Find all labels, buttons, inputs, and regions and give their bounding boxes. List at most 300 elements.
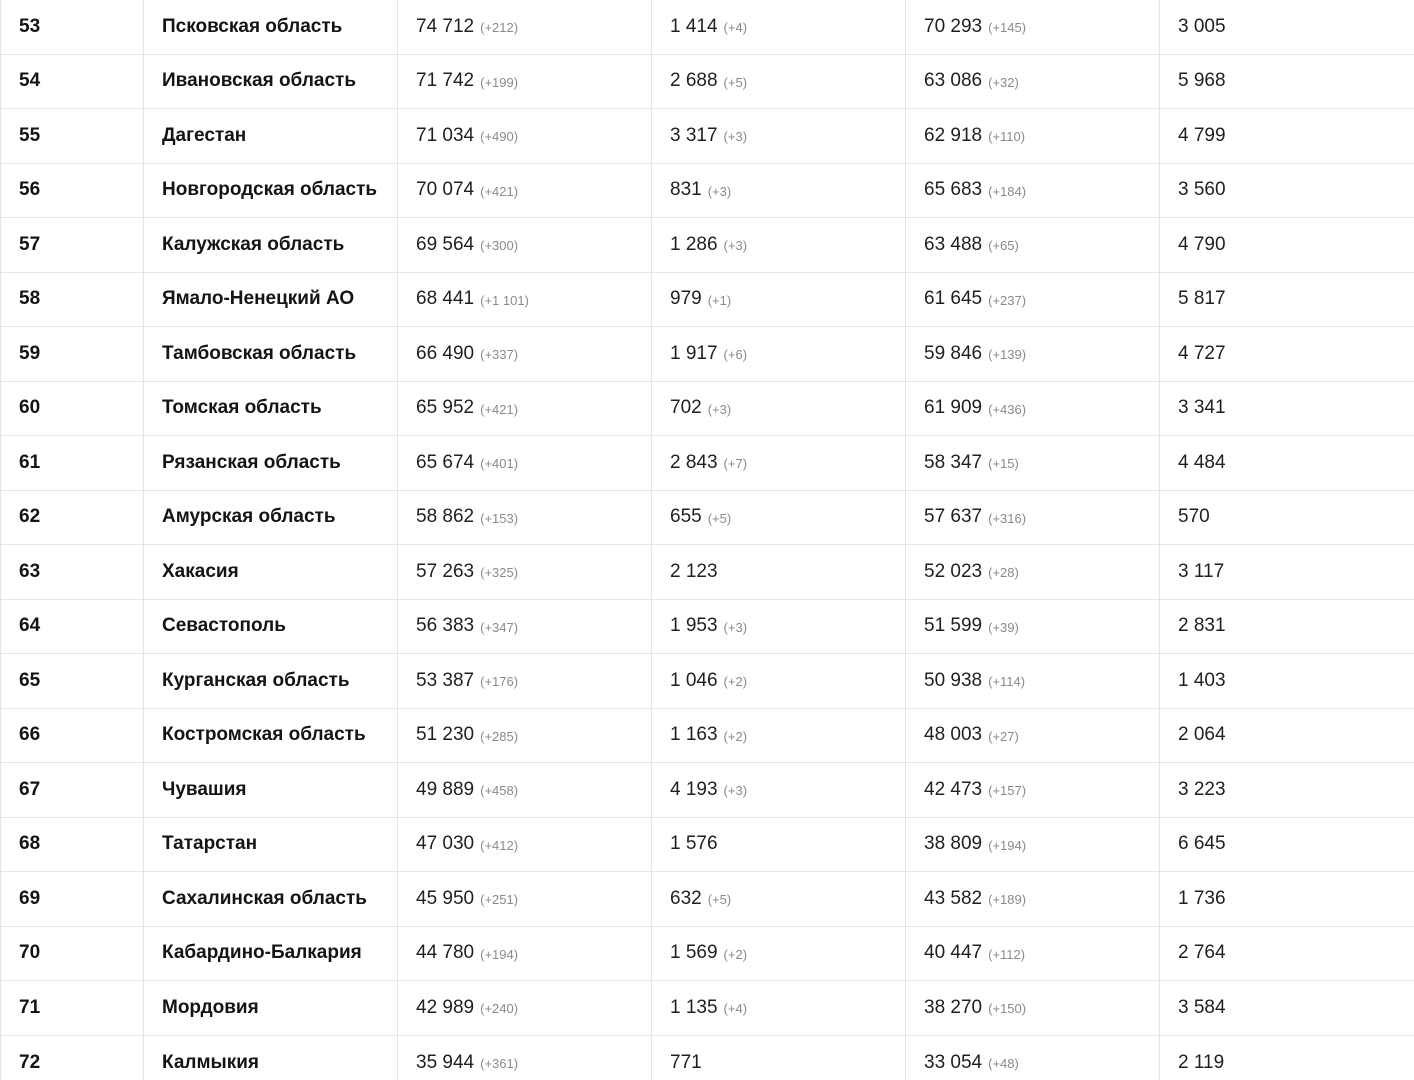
cases-cell: [398, 0, 652, 54]
table-row: [0, 927, 1414, 982]
table-row: [0, 273, 1414, 328]
cases-delta: (+490): [480, 129, 519, 145]
deaths-value: 979: [670, 288, 702, 310]
active-cell: [1160, 382, 1414, 436]
active-value: 5 968: [1178, 70, 1226, 92]
region-cell: [144, 1036, 398, 1080]
rank-value: 54: [19, 70, 41, 92]
rank-value: 57: [19, 233, 41, 255]
rank-cell: [1, 763, 144, 817]
region-cell: [144, 545, 398, 599]
active-cell: [1160, 109, 1414, 163]
recovered-delta: (+114): [988, 674, 1026, 690]
recovered-cell: [906, 1036, 1160, 1080]
rank-cell: [1, 600, 144, 654]
recovered-value: 63 488: [924, 233, 983, 255]
cases-value: 71 742: [416, 70, 475, 92]
rank-value: 66: [19, 724, 41, 746]
rank-cell: [1, 709, 144, 763]
active-cell: [1160, 600, 1414, 654]
cases-delta: (+285): [480, 728, 519, 744]
deaths-value: 831: [670, 179, 702, 201]
region-name: Кабардино-Балкария: [162, 942, 362, 964]
recovered-delta: (+237): [988, 292, 1027, 308]
rank-value: 60: [19, 397, 41, 419]
deaths-value: 1 163: [670, 724, 718, 746]
recovered-value: 59 846: [924, 342, 983, 364]
table-row: [0, 436, 1414, 491]
deaths-cell: [652, 763, 906, 817]
cases-delta: (+412): [480, 837, 519, 853]
cases-delta: (+421): [480, 401, 519, 417]
active-value: 570: [1178, 506, 1210, 528]
cases-delta: (+212): [480, 20, 519, 36]
region-name: Амурская область: [162, 506, 336, 528]
rank-value: 65: [19, 669, 41, 691]
rank-cell: [1, 545, 144, 599]
deaths-cell: [652, 545, 906, 599]
rank-value: 67: [19, 778, 41, 800]
cases-value: 71 034: [416, 124, 475, 146]
recovered-value: 70 293: [924, 15, 983, 37]
active-cell: [1160, 872, 1414, 926]
active-value: 2 831: [1178, 615, 1226, 637]
table-row: [0, 600, 1414, 655]
rank-cell: [1, 0, 144, 54]
region-name: Дагестан: [162, 124, 247, 146]
active-value: 3 005: [1178, 15, 1226, 37]
deaths-cell: [652, 600, 906, 654]
cases-delta: (+176): [480, 674, 519, 690]
deaths-cell: [652, 491, 906, 545]
recovered-value: 33 054: [924, 1051, 983, 1073]
region-name: Курганская область: [162, 669, 350, 691]
deaths-delta: (+3): [707, 401, 732, 417]
table-row: [0, 545, 1414, 600]
recovered-delta: (+110): [988, 129, 1026, 145]
region-name: Калмыкия: [162, 1051, 260, 1073]
deaths-cell: [652, 0, 906, 54]
deaths-value: 4 193: [670, 778, 718, 800]
deaths-value: 1 917: [670, 342, 718, 364]
rank-cell: [1, 491, 144, 545]
rank-value: 53: [19, 15, 41, 37]
rank-cell: [1, 927, 144, 981]
recovered-delta: (+145): [988, 20, 1027, 36]
active-value: 4 484: [1178, 451, 1226, 473]
deaths-cell: [652, 55, 906, 109]
region-cell: [144, 55, 398, 109]
rank-cell: [1, 55, 144, 109]
deaths-value: 2 688: [670, 70, 718, 92]
recovered-cell: [906, 218, 1160, 272]
rank-value: 58: [19, 288, 41, 310]
deaths-delta: (+4): [723, 1001, 748, 1017]
rank-value: 56: [19, 179, 41, 201]
rank-value: 64: [19, 615, 41, 637]
cases-delta: (+347): [480, 619, 519, 635]
active-value: 3 584: [1178, 996, 1226, 1018]
recovered-delta: (+150): [988, 1001, 1027, 1017]
cases-cell: [398, 654, 652, 708]
recovered-cell: [906, 436, 1160, 490]
active-value: 4 790: [1178, 233, 1226, 255]
region-cell: [144, 654, 398, 708]
active-value: 2 119: [1178, 1051, 1225, 1073]
active-value: 3 560: [1178, 179, 1226, 201]
deaths-value: 632: [670, 887, 702, 909]
region-name: Сахалинская область: [162, 887, 367, 909]
cases-value: 44 780: [416, 942, 475, 964]
cases-value: 53 387: [416, 669, 475, 691]
recovered-cell: [906, 327, 1160, 381]
active-cell: [1160, 0, 1414, 54]
table-row: [0, 164, 1414, 219]
table-row: [0, 327, 1414, 382]
recovered-cell: [906, 763, 1160, 817]
cases-cell: [398, 109, 652, 163]
recovered-value: 61 909: [924, 397, 983, 419]
cases-cell: [398, 273, 652, 327]
cases-cell: [398, 382, 652, 436]
recovered-value: 51 599: [924, 615, 983, 637]
region-name: Ямало-Ненецкий АО: [162, 288, 355, 310]
deaths-value: 3 317: [670, 124, 718, 146]
recovered-cell: [906, 818, 1160, 872]
region-cell: [144, 872, 398, 926]
recovered-value: 43 582: [924, 887, 983, 909]
deaths-value: 2 843: [670, 451, 718, 473]
active-cell: [1160, 927, 1414, 981]
cases-cell: [398, 55, 652, 109]
region-cell: [144, 818, 398, 872]
active-value: 4 799: [1178, 124, 1226, 146]
rank-cell: [1, 109, 144, 163]
active-cell: [1160, 545, 1414, 599]
rank-value: 68: [19, 833, 41, 855]
deaths-delta: (+2): [723, 728, 748, 744]
recovered-value: 65 683: [924, 179, 983, 201]
deaths-delta: (+1): [707, 292, 732, 308]
recovered-value: 48 003: [924, 724, 983, 746]
recovered-delta: (+316): [988, 510, 1027, 526]
cases-value: 47 030: [416, 833, 475, 855]
region-cell: [144, 763, 398, 817]
recovered-delta: (+194): [988, 837, 1027, 853]
active-value: 1 403: [1178, 669, 1226, 691]
recovered-value: 58 347: [924, 451, 983, 473]
recovered-delta: (+157): [988, 783, 1027, 799]
cases-value: 42 989: [416, 996, 475, 1018]
active-value: 3 341: [1178, 397, 1226, 419]
recovered-delta: (+65): [988, 238, 1019, 254]
region-cell: [144, 709, 398, 763]
cases-value: 45 950: [416, 887, 475, 909]
cases-delta: (+194): [480, 946, 519, 962]
recovered-value: 40 447: [924, 942, 983, 964]
cases-delta: (+401): [480, 456, 519, 472]
deaths-delta: (+5): [723, 74, 748, 90]
table-row: [0, 55, 1414, 110]
cases-cell: [398, 491, 652, 545]
active-cell: [1160, 1036, 1414, 1080]
cases-value: 66 490: [416, 342, 475, 364]
cases-value: 57 263: [416, 560, 475, 582]
table-row: [0, 0, 1414, 55]
active-cell: [1160, 327, 1414, 381]
deaths-value: 2 123: [670, 560, 718, 582]
deaths-value: 771: [670, 1051, 702, 1073]
deaths-cell: [652, 164, 906, 218]
cases-cell: [398, 872, 652, 926]
deaths-delta: (+3): [723, 238, 748, 254]
cases-delta: (+421): [480, 183, 519, 199]
region-name: Мордовия: [162, 996, 259, 1018]
active-cell: [1160, 164, 1414, 218]
table-row: [0, 491, 1414, 546]
deaths-delta: (+2): [723, 946, 748, 962]
cases-value: 51 230: [416, 724, 475, 746]
recovered-cell: [906, 709, 1160, 763]
rank-cell: [1, 382, 144, 436]
region-cell: [144, 109, 398, 163]
cases-value: 70 074: [416, 179, 475, 201]
region-cell: [144, 273, 398, 327]
cases-delta: (+458): [480, 783, 519, 799]
cases-value: 69 564: [416, 233, 475, 255]
rank-cell: [1, 1036, 144, 1080]
active-cell: [1160, 55, 1414, 109]
cases-delta: (+337): [480, 347, 519, 363]
rank-value: 61: [19, 451, 41, 473]
recovered-delta: (+184): [988, 183, 1027, 199]
recovered-value: 38 809: [924, 833, 983, 855]
recovered-delta: (+27): [988, 728, 1019, 744]
active-cell: [1160, 709, 1414, 763]
region-cell: [144, 327, 398, 381]
deaths-cell: [652, 1036, 906, 1080]
cases-value: 65 952: [416, 397, 475, 419]
cases-value: 74 712: [416, 15, 475, 37]
region-name: Хакасия: [162, 560, 239, 582]
rank-value: 69: [19, 887, 41, 909]
region-cell: [144, 600, 398, 654]
rank-value: 62: [19, 506, 41, 528]
rank-value: 72: [19, 1051, 41, 1073]
cases-delta: (+240): [480, 1001, 519, 1017]
deaths-cell: [652, 273, 906, 327]
rank-value: 63: [19, 560, 41, 582]
active-cell: [1160, 218, 1414, 272]
active-value: 4 727: [1178, 342, 1226, 364]
cases-value: 49 889: [416, 778, 475, 800]
table-row: [0, 709, 1414, 764]
recovered-value: 61 645: [924, 288, 983, 310]
recovered-value: 50 938: [924, 669, 983, 691]
recovered-value: 42 473: [924, 778, 983, 800]
deaths-delta: (+5): [707, 510, 732, 526]
recovered-delta: (+15): [988, 456, 1019, 472]
cases-delta: (+300): [480, 238, 519, 254]
recovered-cell: [906, 545, 1160, 599]
region-cell: [144, 491, 398, 545]
recovered-cell: [906, 981, 1160, 1035]
rank-cell: [1, 654, 144, 708]
cases-delta: (+251): [480, 892, 519, 908]
recovered-delta: (+28): [988, 565, 1019, 581]
active-cell: [1160, 763, 1414, 817]
recovered-cell: [906, 164, 1160, 218]
rank-value: 71: [19, 996, 41, 1018]
region-cell: [144, 927, 398, 981]
rank-value: 70: [19, 942, 41, 964]
recovered-value: 52 023: [924, 560, 983, 582]
table-row: [0, 872, 1414, 927]
deaths-value: 1 286: [670, 233, 718, 255]
table-row: [0, 218, 1414, 273]
deaths-value: 1 569: [670, 942, 718, 964]
deaths-cell: [652, 927, 906, 981]
deaths-cell: [652, 382, 906, 436]
deaths-cell: [652, 654, 906, 708]
deaths-value: 1 414: [670, 15, 718, 37]
rank-value: 55: [19, 124, 41, 146]
deaths-value: 1 953: [670, 615, 718, 637]
active-value: 3 223: [1178, 778, 1226, 800]
cases-value: 65 674: [416, 451, 475, 473]
active-cell: [1160, 491, 1414, 545]
cases-cell: [398, 1036, 652, 1080]
active-value: 1 736: [1178, 887, 1226, 909]
rank-cell: [1, 981, 144, 1035]
rank-value: 59: [19, 342, 41, 364]
deaths-cell: [652, 872, 906, 926]
region-name: Севастополь: [162, 615, 286, 637]
rank-cell: [1, 218, 144, 272]
region-name: Томская область: [162, 397, 322, 419]
rank-cell: [1, 327, 144, 381]
table-row: [0, 654, 1414, 709]
deaths-cell: [652, 709, 906, 763]
deaths-cell: [652, 981, 906, 1035]
deaths-value: 655: [670, 506, 702, 528]
deaths-delta: (+4): [723, 20, 748, 36]
active-value: 5 817: [1178, 288, 1226, 310]
cases-cell: [398, 927, 652, 981]
cases-delta: (+153): [480, 510, 519, 526]
deaths-cell: [652, 109, 906, 163]
cases-cell: [398, 545, 652, 599]
cases-value: 68 441: [416, 288, 475, 310]
deaths-delta: (+3): [723, 129, 748, 145]
region-name: Новгородская область: [162, 179, 378, 201]
recovered-delta: (+436): [988, 401, 1027, 417]
deaths-value: 1 135: [670, 996, 718, 1018]
recovered-value: 38 270: [924, 996, 983, 1018]
deaths-value: 1 576: [670, 833, 718, 855]
region-cell: [144, 164, 398, 218]
region-name: Рязанская область: [162, 451, 341, 473]
cases-cell: [398, 600, 652, 654]
cases-delta: (+1 101): [480, 292, 529, 308]
active-cell: [1160, 818, 1414, 872]
active-cell: [1160, 981, 1414, 1035]
region-cell: [144, 981, 398, 1035]
region-cell: [144, 218, 398, 272]
region-cell: [144, 382, 398, 436]
cases-cell: [398, 981, 652, 1035]
deaths-delta: (+7): [723, 456, 748, 472]
recovered-cell: [906, 927, 1160, 981]
deaths-value: 702: [670, 397, 702, 419]
deaths-delta: (+5): [707, 892, 732, 908]
region-cell: [144, 0, 398, 54]
recovered-value: 63 086: [924, 70, 983, 92]
recovered-cell: [906, 273, 1160, 327]
deaths-delta: (+6): [723, 347, 748, 363]
deaths-value: 1 046: [670, 669, 718, 691]
recovered-value: 62 918: [924, 124, 983, 146]
active-value: 2 764: [1178, 942, 1226, 964]
table-row: [0, 109, 1414, 164]
table-row: [0, 1036, 1414, 1080]
recovered-cell: [906, 491, 1160, 545]
cases-delta: (+361): [480, 1056, 519, 1072]
cases-cell: [398, 218, 652, 272]
deaths-cell: [652, 218, 906, 272]
recovered-delta: (+189): [988, 892, 1027, 908]
rank-cell: [1, 436, 144, 490]
table-row: [0, 981, 1414, 1036]
recovered-cell: [906, 55, 1160, 109]
recovered-cell: [906, 654, 1160, 708]
cases-cell: [398, 818, 652, 872]
table-row: [0, 763, 1414, 818]
deaths-cell: [652, 327, 906, 381]
deaths-delta: (+2): [723, 674, 748, 690]
cases-value: 35 944: [416, 1051, 475, 1073]
deaths-delta: (+3): [707, 183, 732, 199]
recovered-cell: [906, 872, 1160, 926]
recovered-delta: (+32): [988, 74, 1019, 90]
deaths-delta: (+3): [723, 783, 748, 799]
active-value: 3 117: [1178, 560, 1225, 582]
table-row: [0, 382, 1414, 437]
cases-cell: [398, 709, 652, 763]
recovered-cell: [906, 382, 1160, 436]
deaths-cell: [652, 818, 906, 872]
active-cell: [1160, 654, 1414, 708]
region-name: Псковская область: [162, 15, 343, 37]
rank-cell: [1, 818, 144, 872]
recovered-delta: (+112): [988, 946, 1026, 962]
recovered-delta: (+48): [988, 1056, 1019, 1072]
deaths-cell: [652, 436, 906, 490]
active-cell: [1160, 436, 1414, 490]
region-name: Чувашия: [162, 778, 247, 800]
cases-cell: [398, 763, 652, 817]
rank-cell: [1, 164, 144, 218]
active-value: 6 645: [1178, 833, 1226, 855]
deaths-delta: (+3): [723, 619, 748, 635]
cases-cell: [398, 164, 652, 218]
cases-delta: (+199): [480, 74, 519, 90]
cases-value: 58 862: [416, 506, 475, 528]
cases-cell: [398, 327, 652, 381]
rank-cell: [1, 872, 144, 926]
region-cell: [144, 436, 398, 490]
active-value: 2 064: [1178, 724, 1226, 746]
